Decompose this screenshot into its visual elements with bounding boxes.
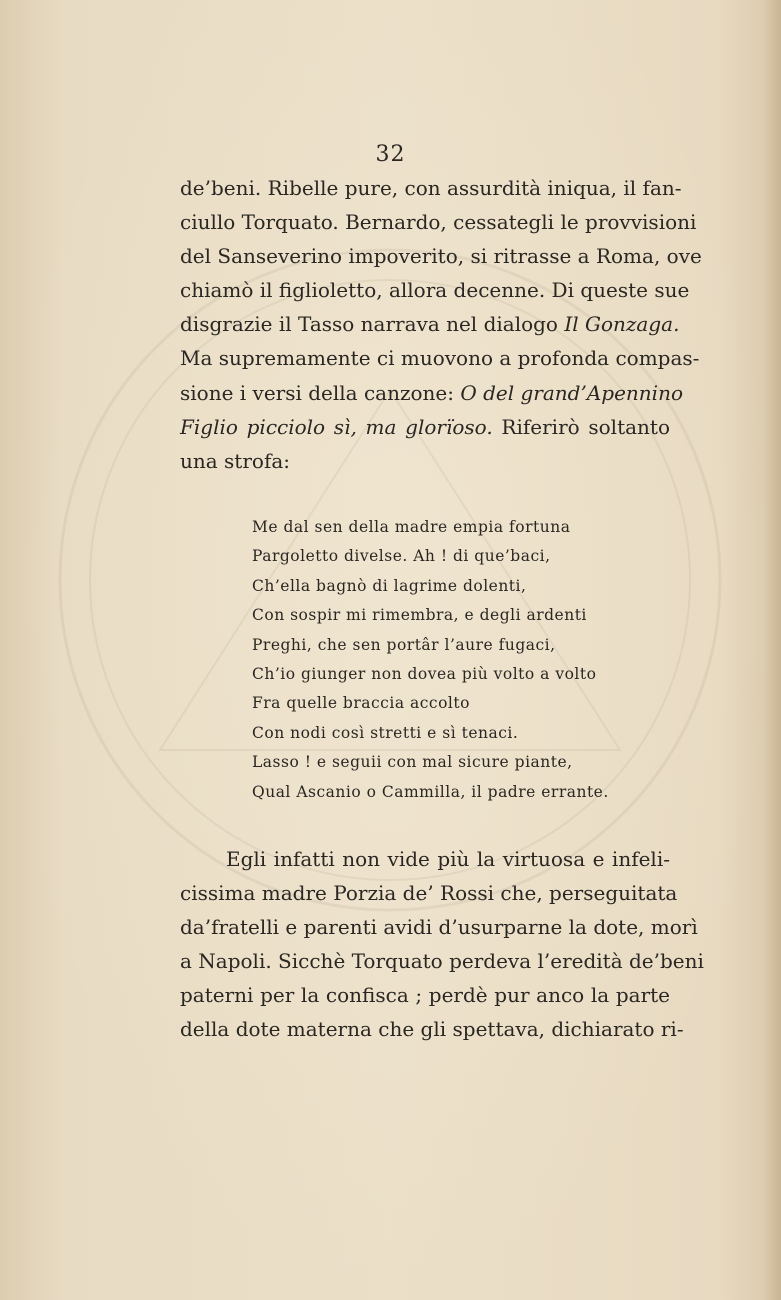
dialogue-title: Il Gonzaga. (564, 312, 680, 337)
verse-line: Con sospir mi rimembra, e degli ardenti (252, 606, 587, 625)
paragraph-line: ciullo Torquato. Bernardo, cessategli le provvisioni (180, 210, 697, 235)
paragraph-line: una strofa: (180, 448, 291, 473)
paragraph-line: della dote materna che gli spettava, dichiarato ri- (180, 1017, 684, 1042)
paragraph-line: paterni per la confisca ; perdè pur anco la parte (180, 983, 670, 1008)
verse-line: Qual Ascanio o Cammilla, il padre errante. (252, 782, 609, 801)
paragraph-line: cissima madre Porzia de’ Rossi che, perseguitata (180, 881, 678, 906)
paragraph-line: a Napoli. Sicchè Torquato perdeva l’eredità de’beni (180, 949, 704, 974)
verse-stanza (252, 513, 652, 807)
verse-line: Ch’ella bagnò di lagrime dolenti, (252, 576, 527, 595)
page-number: 32 (375, 142, 406, 167)
verse-line: Me dal sen della madre empia fortuna (252, 518, 571, 536)
canzone-title-continued: Figlio picciolo sì, ma glorïoso. (180, 414, 493, 439)
paragraph-line: disgrazie il Tasso narrava nel dialogo Il Gonzaga. (180, 312, 680, 337)
paragraph-1 (180, 171, 702, 478)
verse-line: Con nodi così stretti e sì tenaci. (252, 723, 519, 742)
verse-line: Preghi, che sen portâr l’aure fugaci, (252, 635, 556, 654)
paragraph-line: chiamò il figlioletto, allora decenne. Di queste sue (180, 278, 690, 303)
verse-line: Lasso ! e seguii con mal sicure piante, (252, 753, 573, 772)
paragraph-line: Egli infatti non vide più la virtuosa e infeli- (226, 847, 670, 871)
paragraph-line: sione i versi della canzone: O del grand’Apennino (180, 380, 683, 405)
paragraph-line: Figlio picciolo sì, ma glorïoso. Riferirò soltanto (180, 414, 670, 439)
paragraph-line: de’beni. Ribelle pure, con assurdità iniqua, il fan- (180, 176, 682, 200)
verse-line: Pargoletto divelse. Ah ! di que’baci, (252, 547, 551, 566)
verse-line: Fra quelle braccia accolto (252, 694, 470, 713)
paragraph-line: Ma supremamente ci muovono a profonda compas- (180, 346, 700, 371)
canzone-title: O del grand’Apennino (460, 380, 683, 405)
paragraph-line: del Sanseverino impoverito, si ritrasse a Roma, ove (180, 244, 702, 269)
paragraph-line: da’fratelli e parenti avidi d’usurparne la dote, morì (180, 915, 698, 940)
page-edge-shadow (763, 0, 781, 1300)
paragraph-2 (180, 842, 704, 1047)
verse-line: Ch’io giunger non dovea più volto a volto (252, 665, 597, 684)
